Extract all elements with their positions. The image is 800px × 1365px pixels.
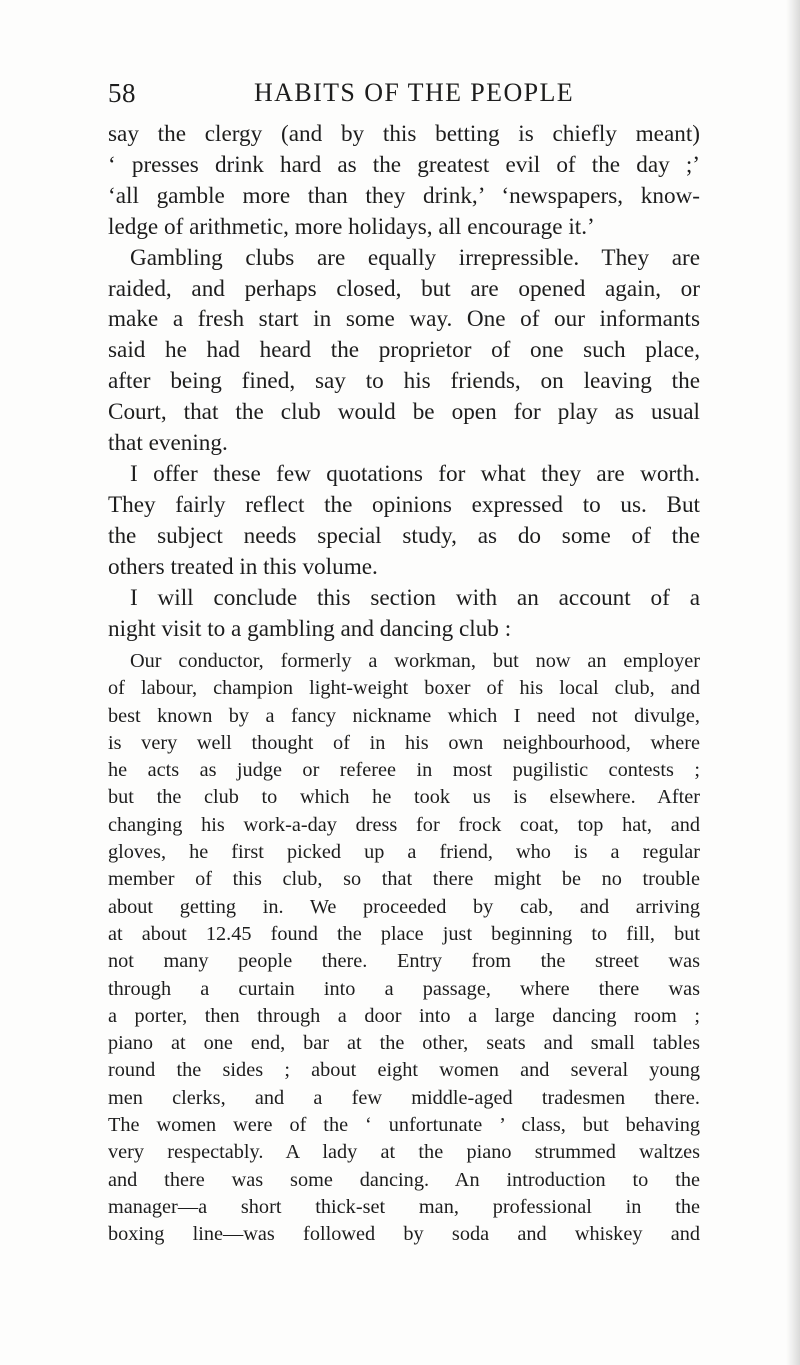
- text-line: after being fined, say to his friends, on leaving the: [108, 368, 700, 395]
- text-line: others treated in this volume.: [108, 553, 378, 580]
- text-line: piano at one end, bar at the other, seats and small tables: [108, 1032, 700, 1055]
- text-line: the subject needs special study, as do some of the: [108, 522, 700, 549]
- text-line: The women were of the ‘ unfortunate ’ class, but behaving: [108, 1114, 700, 1137]
- text-line: at about 12.45 found the place just beginning to fill, but: [108, 922, 700, 945]
- body-text: [108, 119, 700, 644]
- running-head: HABITS OF THE PEOPLE: [254, 78, 575, 107]
- text-line: said he had heard the proprietor of one such place,: [108, 337, 700, 364]
- text-line: night visit to a gambling and dancing club :: [108, 615, 512, 642]
- text-line: that evening.: [108, 430, 228, 457]
- text-line: Court, that the club would be open for play as usual: [108, 399, 700, 426]
- text-line: boxing line—was followed by soda and whiskey and: [108, 1223, 700, 1246]
- paragraph-quotations: [108, 459, 700, 583]
- paragraph-clergy-quotes: [108, 119, 700, 243]
- text-line: a porter, then through a door into a large dancing room ;: [108, 1004, 700, 1027]
- text-line: Our conductor, formerly a workman, but now an employer: [130, 650, 700, 672]
- page-edge-shadow: [786, 0, 800, 1365]
- text-line: They fairly reflect the opinions expressed to us. But: [108, 491, 700, 518]
- quoted-account: [108, 648, 700, 1249]
- text-line: I will conclude this section with an account of a: [130, 584, 700, 611]
- text-line: men clerks, and a few middle-aged tradesmen there.: [108, 1086, 700, 1109]
- text-line: best known by a fancy nickname which I need not divulge,: [108, 704, 700, 727]
- text-line: say the clergy (and by this betting is chiefly meant): [108, 121, 700, 147]
- text-line: member of this club, so that there might be no trouble: [108, 868, 700, 891]
- text-line: I offer these few quotations for what they are worth.: [130, 460, 700, 487]
- text-line: gloves, he first picked up a friend, who is a regular: [108, 841, 700, 864]
- text-line: round the sides ; about eight women and several young: [108, 1059, 700, 1082]
- text-line: not many people there. Entry from the street was: [108, 950, 700, 973]
- page-header: [108, 78, 700, 118]
- paragraph-gambling-clubs: [108, 243, 700, 459]
- text-line: is very well thought of in his own neighbourhood, where: [108, 731, 700, 754]
- text-line: and there was some dancing. An introduction to the: [108, 1168, 700, 1191]
- text-line: ‘ presses drink hard as the greatest evil of the day ;’: [108, 151, 700, 178]
- text-line: of labour, champion light-weight boxer of his local club, and: [108, 677, 700, 700]
- text-line: very respectably. A lady at the piano strummed waltzes: [108, 1141, 700, 1164]
- text-line: raided, and perhaps closed, but are opened again, or: [108, 275, 700, 302]
- text-line: ‘all gamble more than they drink,’ ‘newspapers, know-: [108, 182, 700, 209]
- text-line: but the club to which he took us is elsewhere. After: [108, 786, 700, 809]
- text-line: about getting in. We proceeded by cab, and arriving: [108, 895, 700, 918]
- text-line: he acts as judge or referee in most pugilistic contests ;: [108, 759, 700, 782]
- page-number: 58: [108, 78, 136, 108]
- text-line: Gambling clubs are equally irrepressible. They are: [130, 244, 700, 271]
- text-line: ledge of arithmetic, more holidays, all encourage it.’: [108, 213, 595, 240]
- text-line: changing his work-a-day dress for frock coat, top hat, and: [108, 813, 700, 836]
- text-line: manager—a short thick-set man, professional in the: [108, 1195, 700, 1218]
- paragraph-night-visit: [108, 648, 700, 1249]
- text-line: make a fresh start in some way. One of our informants: [108, 306, 700, 333]
- paragraph-conclusion: [108, 583, 700, 645]
- text-line: through a curtain into a passage, where there was: [108, 977, 700, 1000]
